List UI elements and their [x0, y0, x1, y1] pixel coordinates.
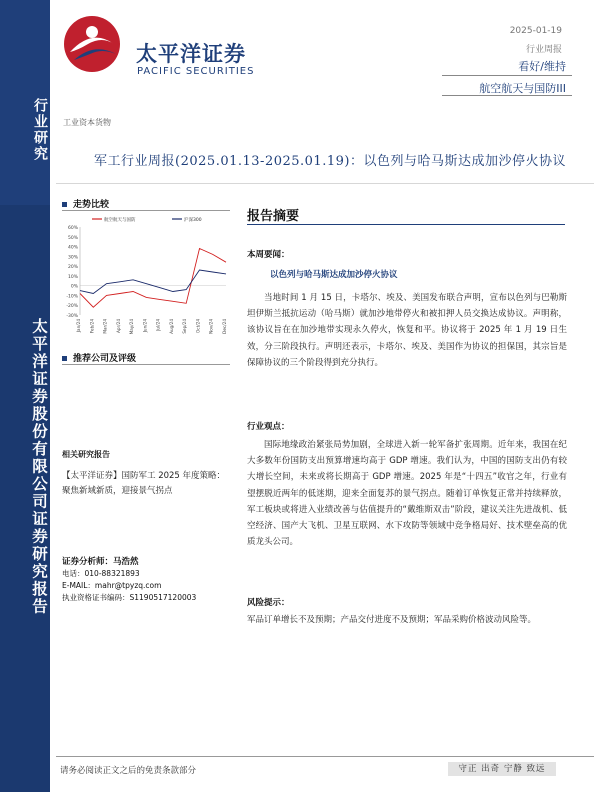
analyst-phone: 电话：010-88321893: [62, 569, 140, 578]
analyst-name: 证券分析师：马浩然: [62, 557, 139, 567]
summary-heading: 报告摘要: [247, 209, 300, 224]
legend-label: 沪深300: [184, 218, 202, 223]
sidebar-bottom-label: 太平洋证券股份有限公司证券研究报告: [30, 318, 49, 616]
related-heading: 相关研究报告: [62, 450, 110, 459]
sidebar: [0, 0, 50, 792]
brand-name-en: PACIFIC SECURITIES: [137, 66, 255, 77]
sidebar-top-label: 行业研究: [32, 98, 48, 162]
square-bullet-icon: [62, 202, 67, 207]
brand-name-cn: 太平洋证券: [136, 42, 246, 66]
footer-motto: 守正 出奇 宁静 致远: [448, 762, 556, 776]
sector-divider: [442, 95, 572, 96]
footer-disclaimer: 请务必阅读正文之后的免责条款部分: [60, 766, 197, 776]
related-report: 【太平洋证券】国防军工 2025 年度策略：聚焦新域新质，迎接景气拐点: [62, 471, 226, 496]
x-tick-label: Mar/24: [102, 319, 108, 334]
footer-divider: [56, 756, 594, 757]
legend-label: 航空航天与国防: [104, 218, 136, 223]
news-label: 本周要闻：: [247, 250, 290, 260]
sidebar-bottom: [0, 205, 50, 792]
risk-body: 军品订单增长不及预期；产品交付进度不及预期；军品采购价格波动风险等。: [247, 615, 537, 625]
x-tick-label: Apr/24: [115, 319, 121, 333]
news-body: 当地时间 1 月 15 日，卡塔尔、埃及、美国发布联合声明，宣布以色列与巴勒斯坦伊斯兰抵抗运动（哈马斯）就加沙地带停火和被扣押人员交换达成协议。声明称，该协议旨在在加沙地带实现永久停火，恢复和平。协议将于 2025 年 1 月 19 日生效，分三阶段执行。声明还表示，卡塔尔、埃及、美国作为协议的担保国，其宗旨是保障协议的三个阶段得到充分执行。: [247, 293, 567, 368]
x-tick-label: May/24: [129, 319, 135, 335]
analyst-email: E-MAIL：mahr@tpyzq.com: [62, 581, 162, 590]
y-tick-label: 60%: [67, 226, 78, 231]
y-tick-label: -10%: [66, 294, 78, 300]
y-tick-label: 10%: [67, 274, 78, 280]
y-tick-label: -20%: [66, 304, 78, 310]
x-tick-label: Aug/24: [168, 319, 174, 334]
pacific-logo-icon: [62, 14, 122, 74]
y-tick-label: 30%: [67, 255, 78, 261]
x-tick-label: Jan/24: [76, 319, 81, 333]
recommend-divider: [62, 364, 230, 365]
analyst-license: 执业资格证书编码：S1190517120003: [62, 593, 197, 602]
x-tick-label: Dec/24: [222, 319, 227, 334]
header-divider: [442, 75, 572, 76]
page-title: 军工行业周报(2025.01.13-2025.01.19)：以色列与哈马斯达成加沙停火协议: [94, 154, 566, 169]
trend-heading: [62, 197, 109, 210]
square-bullet-icon: [62, 356, 67, 361]
series-line: [80, 249, 226, 308]
report-date: 2025-01-19: [509, 26, 562, 36]
x-tick-label: Jun/24: [142, 319, 148, 333]
y-tick-label: -30%: [66, 314, 78, 319]
summary-divider: [247, 224, 565, 225]
view-label: 行业观点：: [247, 422, 290, 432]
x-tick-label: Feb/24: [89, 319, 95, 334]
x-tick-label: Nov/24: [208, 319, 214, 334]
rating: 看好/维持: [518, 60, 566, 73]
trend-heading-label: 走势比较: [73, 200, 110, 210]
y-tick-label: 40%: [67, 245, 78, 251]
category: 工业资本货物: [63, 118, 111, 127]
trend-divider: [62, 210, 230, 211]
y-tick-label: 20%: [67, 265, 78, 271]
news-title: 以色列与哈马斯达成加沙停火协议: [270, 270, 398, 280]
view-body: 国际地缘政治紧张局势加剧，全球进入新一轮军备扩张周期。近年来，我国在纪大多数年份国防支出预算增速均高于 GDP 增速。我们认为，中国的国防支出仍有较大增长空间，未来或将长期高于 GDP 增速。2025 年是“十四五”收官之年，行业有望摆脱近两年的低迷期，迎来全面复苏的景气拐点。随着订单恢复正常并持续释放，军工板块或将进入业绩改善与估值提升的“戴维斯双击”阶段，建议关注先进战机、低空经济、国产大飞机、卫星互联网、水下攻防等领域中竞争格局好、技术壁垒高的优质龙头公司。: [247, 440, 567, 548]
report-type: 行业周报: [525, 45, 562, 55]
sector: 航空航天与国防III: [479, 82, 566, 95]
trend-chart: [58, 213, 230, 343]
x-tick-label: Oct/24: [195, 319, 201, 333]
y-tick-label: 50%: [67, 235, 78, 241]
risk-label: 风险提示：: [247, 598, 290, 608]
recommend-heading-label: 推荐公司及评级: [73, 354, 137, 364]
sidebar-top: [0, 0, 50, 205]
series-line: [80, 270, 226, 294]
y-tick-label: 0%: [70, 284, 78, 290]
recommend-heading: [62, 351, 136, 364]
x-tick-label: Sep/24: [182, 319, 188, 334]
title-divider: [56, 183, 594, 184]
x-tick-label: Jul/24: [155, 319, 161, 331]
